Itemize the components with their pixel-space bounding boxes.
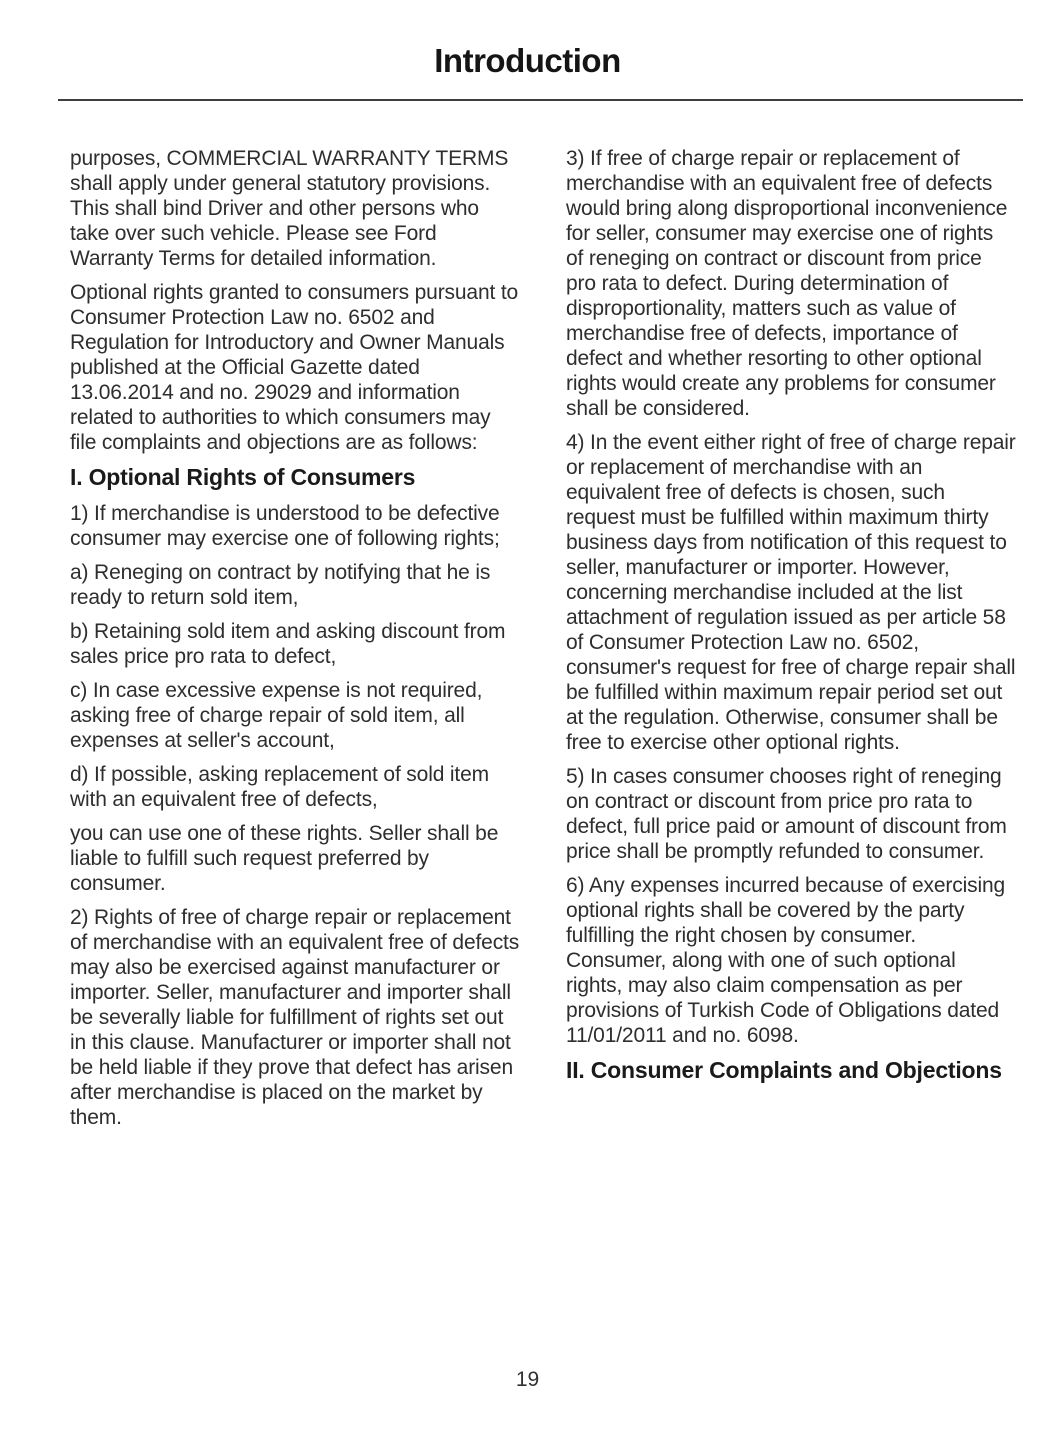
content-columns bbox=[70, 146, 1017, 1139]
paragraph-item-d: d) If possible, asking replacement of sold item with an equivalent free of defects, bbox=[70, 763, 489, 811]
paragraph-item-a: a) Reneging on contract by notifying that he is ready to return sold item, bbox=[70, 561, 491, 609]
paragraph-item-b: b) Retaining sold item and asking discount from sales price pro rata to defect, bbox=[70, 620, 506, 668]
paragraph-item-1: 1) If merchandise is understood to be defective consumer may exercise one of following rights; bbox=[70, 502, 500, 550]
paragraph-use-rights: you can use one of these rights. Seller shall be liable to fulfill such request preferred by consumer. bbox=[70, 822, 499, 895]
paragraph-item-2: 2) Rights of free of charge repair or replacement of merchandise with an equivalent free of defects may also be exercised against manufacturer or importer. Seller, manufacturer and importer shall be severally liable for fulfillment of rights set out in this clause. Manufacturer or importer shall not be held liable if they prove that defect has arisen after merchandise is placed on the market by them. bbox=[70, 906, 520, 1129]
header-rule bbox=[58, 99, 1023, 101]
left-column bbox=[70, 146, 520, 1139]
paragraph-optional-rights-intro: Optional rights granted to consumers pursuant to Consumer Protection Law no. 6502 and Regulation for Introductory and Owner Manuals published at the Official Gazette dated 13.06.2014 and no. 29029 and information related to authorities to which consumers may file complaints and objections are as follows: bbox=[70, 281, 519, 454]
paragraph-purposes-warranty: purposes, COMMERCIAL WARRANTY TERMS shall apply under general statutory provisions. This shall bind Driver and other persons who take over such vehicle. Please see Ford Warranty Terms for detailed information. bbox=[70, 147, 509, 270]
page-number: 19 bbox=[515, 1368, 540, 1391]
section-heading-consumer-complaints: II. Consumer Complaints and Objections bbox=[566, 1057, 1002, 1083]
section-heading-optional-rights: I. Optional Rights of Consumers bbox=[70, 464, 416, 490]
right-column bbox=[566, 146, 1016, 1139]
paragraph-item-3: 3) If free of charge repair or replacement of merchandise with an equivalent free of defects would bring along disproportional inconvenience for seller, consumer may exercise one of rights of reneging on contract or discount from price pro rata to defect. During determination of disproportionality, matters such as value of merchandise free of defects, importance of defect and whether resorting to other optional rights would create any problems for consumer shall be considered. bbox=[566, 147, 1008, 420]
paragraph-item-4: 4) In the event either right of free of charge repair or replacement of merchandise with an equivalent free of defects is chosen, such request must be fulfilled within maximum thirty business days from notification of this request to seller, manufacturer or importer. However, concerning merchandise included at the list attachment of regulation issued as per article 58 of Consumer Protection Law no. 6502, consumer's request for free of charge repair shall be fulfilled within maximum repair period set out at the regulation. Otherwise, consumer shall be free to exercise other optional rights. bbox=[566, 431, 1016, 754]
paragraph-item-c: c) In case excessive expense is not required, asking free of charge repair of sold item, all expenses at seller's account, bbox=[70, 679, 483, 752]
paragraph-item-5: 5) In cases consumer chooses right of reneging on contract or discount from price pro rata to defect, full price paid or amount of discount from price shall be promptly refunded to consumer. bbox=[566, 765, 1007, 863]
paragraph-item-6: 6) Any expenses incurred because of exercising optional rights shall be covered by the party fulfilling the right chosen by consumer. Consumer, along with one of such optional rights, may also claim compensation as per provisions of Turkish Code of Obligations dated 11/01/2011 and no. 6098. bbox=[566, 874, 1006, 1047]
page-title: Introduction bbox=[434, 42, 621, 79]
